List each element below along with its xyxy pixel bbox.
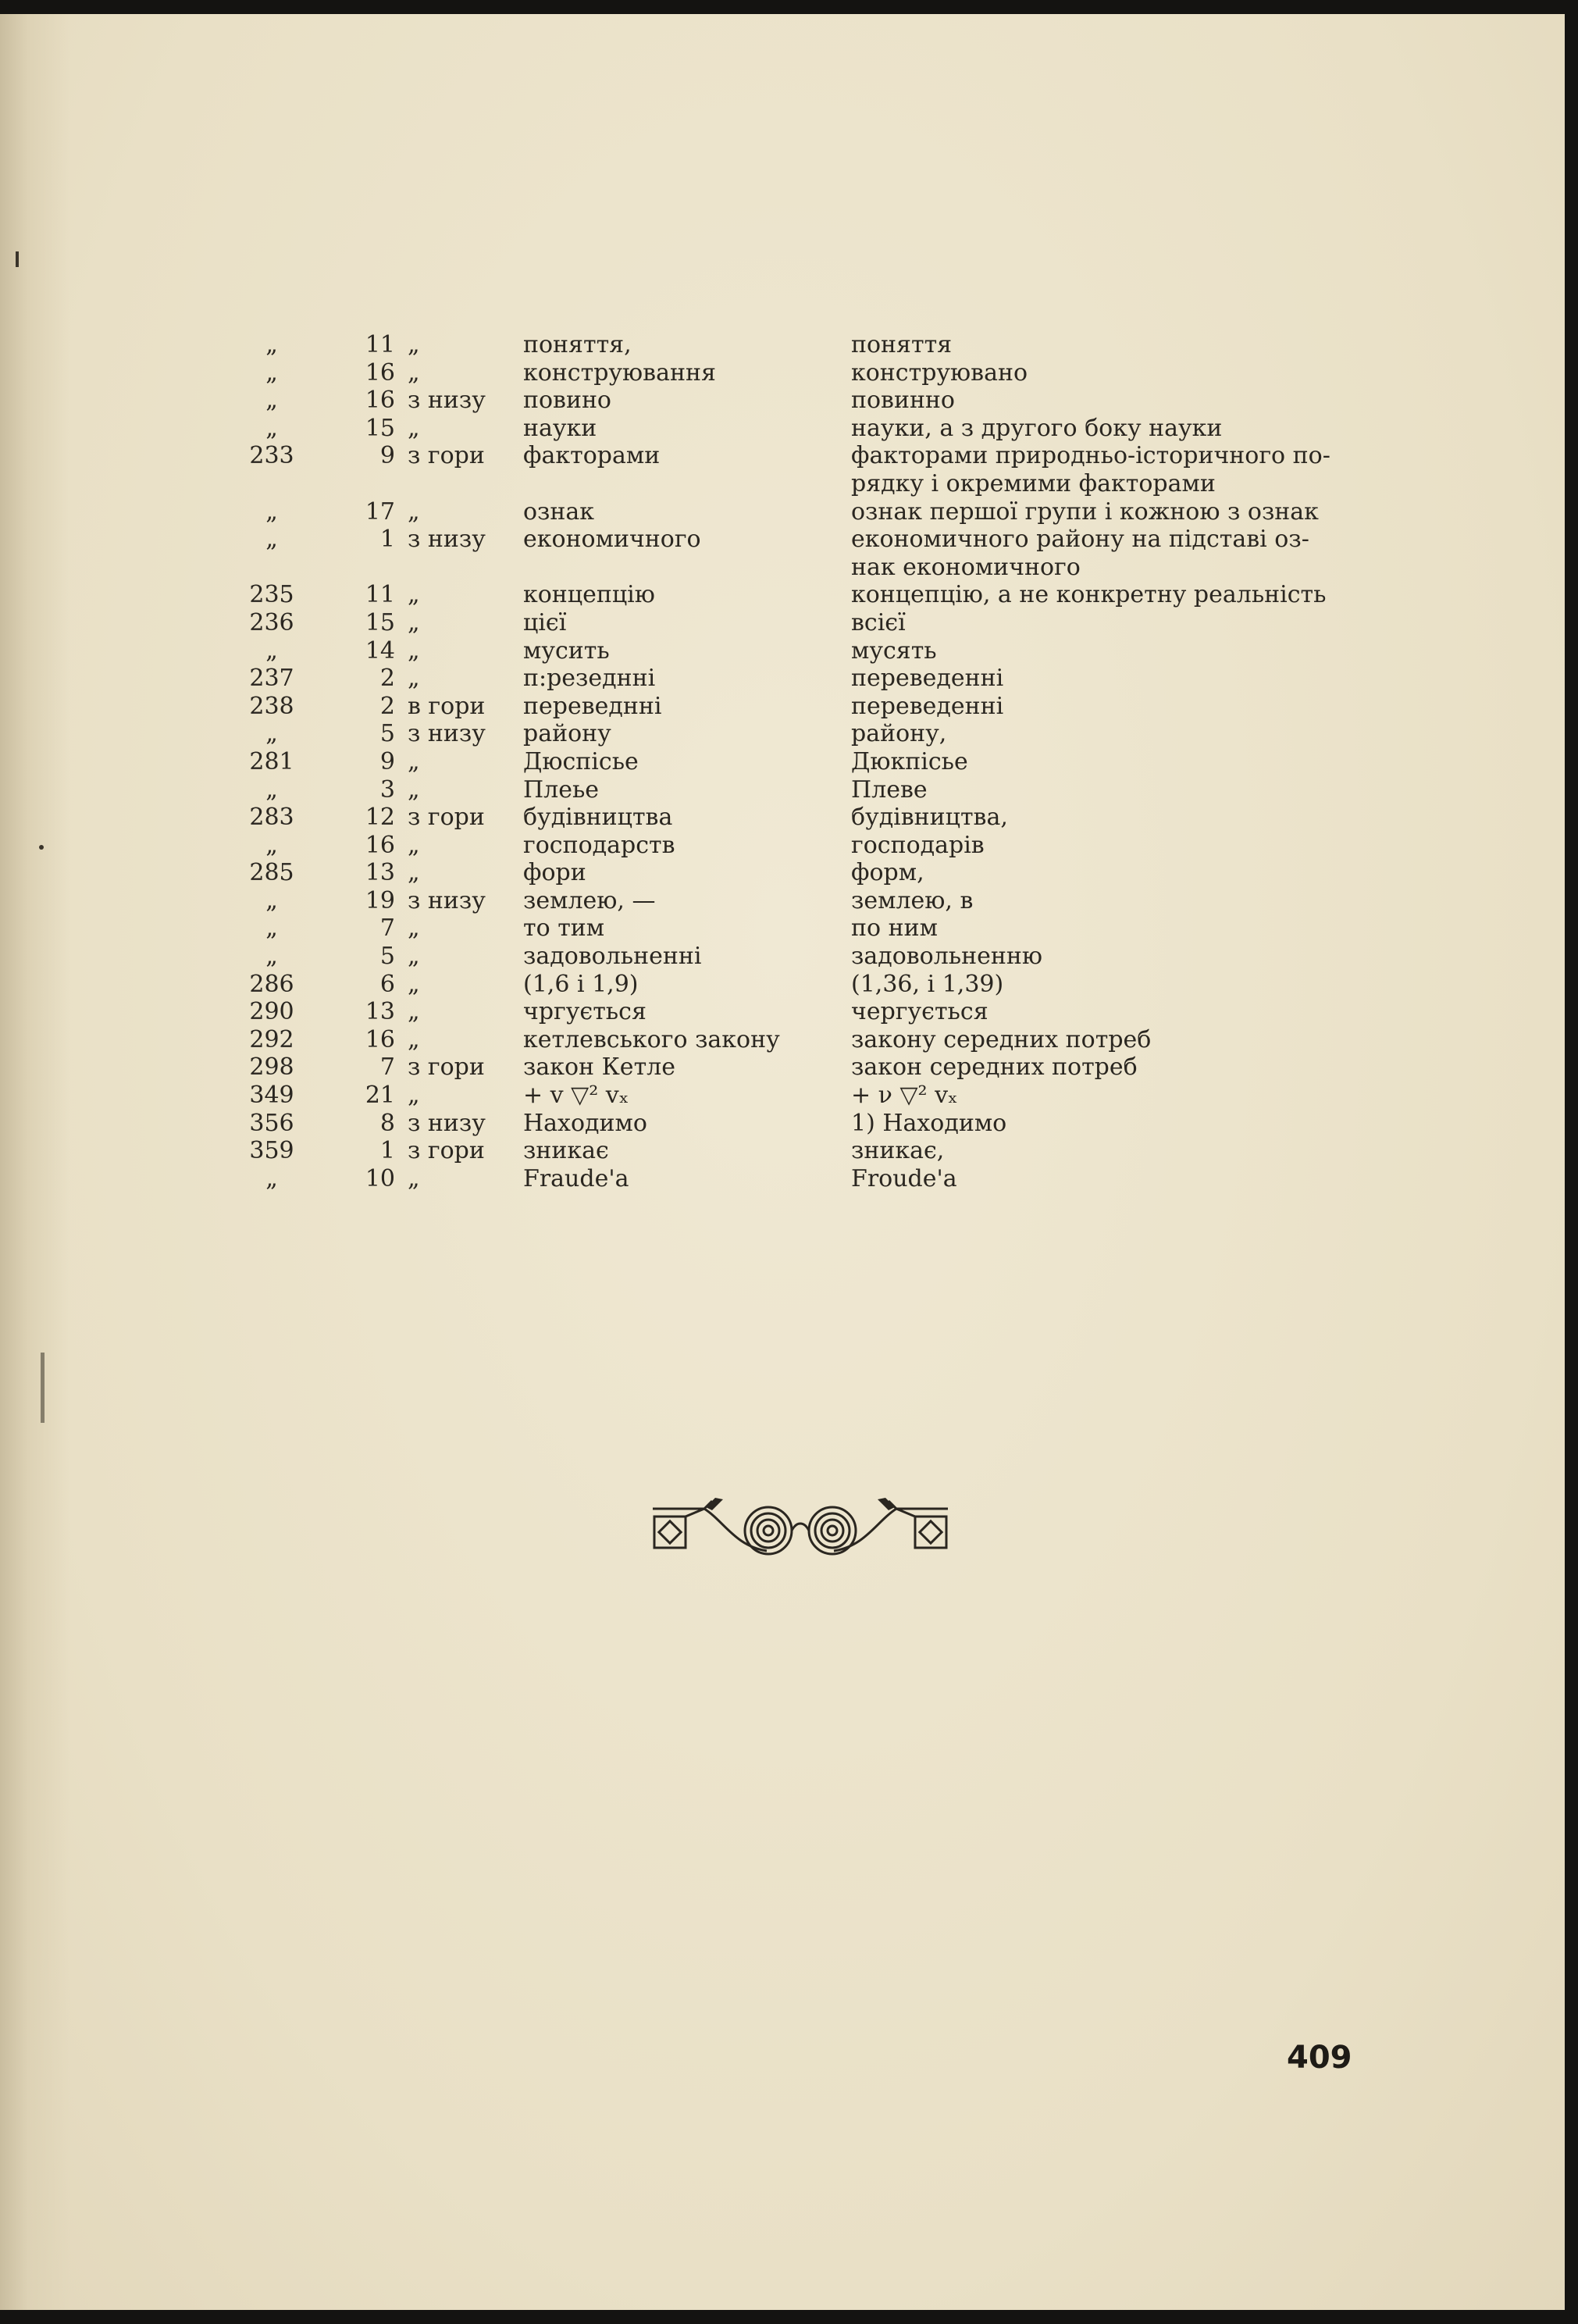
errata-correct-text: зникає, — [851, 1137, 945, 1165]
errata-correct-text: чергується — [851, 998, 988, 1026]
errata-wrong-text: Дюспісье — [523, 747, 639, 775]
page-number: 409 — [1287, 2040, 1352, 2076]
margin-mark — [39, 845, 44, 850]
errata-line: 16 — [365, 387, 395, 415]
errata-line: 1 — [379, 1137, 395, 1165]
errata-direction: „ — [408, 1164, 420, 1192]
errata-line — [309, 554, 403, 582]
errata-page: 349 — [249, 1082, 294, 1110]
errata-direction: з гори — [408, 442, 485, 470]
errata-direction — [403, 554, 509, 582]
errata-row — [234, 971, 1382, 999]
errata-page: „ — [265, 497, 278, 526]
errata-line: 15 — [365, 608, 395, 636]
errata-row — [234, 1026, 1382, 1054]
errata-wrong-text: Fraude'a — [523, 1164, 629, 1192]
errata-page: 356 — [249, 1109, 294, 1137]
errata-row — [234, 581, 1382, 609]
errata-wrong-text: зникає — [523, 1137, 609, 1165]
errata-page: 238 — [249, 692, 294, 720]
errata-direction: з низу — [408, 1109, 486, 1137]
errata-correct-text: концепцію, а не конкретну реальність — [851, 581, 1327, 609]
errata-wrong-text: економичного — [523, 526, 701, 554]
errata-direction: „ — [408, 998, 420, 1026]
errata-wrong-text: закон Кетле — [523, 1053, 675, 1082]
errata-row — [234, 693, 1382, 721]
errata-row — [234, 665, 1382, 693]
errata-correct-text: повинно — [851, 387, 955, 415]
errata-wrong-text: будівництва — [523, 804, 673, 832]
errata-row — [234, 526, 1382, 554]
errata-row — [234, 470, 1382, 498]
errata-correct-text: ознак першої групи і кожною з ознак — [851, 497, 1319, 526]
errata-wrong-text: району — [523, 720, 611, 748]
errata-line: 2 — [379, 665, 395, 693]
errata-correct-text: + ν ▽² vₓ — [851, 1082, 958, 1110]
errata-line: 12 — [365, 804, 395, 832]
errata-page: 281 — [249, 747, 294, 775]
errata-correct-text: Froude'a — [851, 1164, 957, 1192]
errata-wrong-text: + v ▽² vₓ — [523, 1082, 629, 1110]
margin-mark — [16, 251, 19, 267]
errata-page: 283 — [249, 804, 294, 832]
errata-row — [234, 776, 1382, 804]
errata-line: 15 — [365, 414, 395, 442]
errata-line: 6 — [379, 970, 395, 998]
errata-page: 237 — [249, 665, 294, 693]
errata-direction: „ — [408, 581, 420, 609]
errata-row — [234, 1082, 1382, 1110]
errata-direction: „ — [408, 497, 420, 526]
errata-wrong-text: поняття, — [523, 331, 632, 358]
errata-page: 359 — [249, 1137, 294, 1165]
errata-line: 5 — [379, 943, 395, 971]
errata-line: 17 — [365, 497, 395, 526]
errata-line: 5 — [379, 720, 395, 748]
errata-correct-text: поняття — [851, 331, 953, 358]
errata-correct-text: всієї — [851, 608, 906, 636]
errata-page — [234, 554, 309, 582]
errata-correct-text: конструювано — [851, 358, 1028, 387]
errata-wrong-text: цієї — [523, 608, 567, 636]
errata-page — [234, 470, 309, 498]
errata-correct-text: рядку і окремими факторами — [851, 469, 1216, 497]
errata-direction: „ — [408, 831, 420, 859]
errata-direction: „ — [408, 747, 420, 775]
errata-page: 285 — [249, 859, 294, 887]
errata-row — [234, 637, 1382, 665]
errata-direction: в гори — [408, 692, 486, 720]
errata-direction: „ — [408, 943, 420, 971]
errata-page: „ — [265, 414, 278, 442]
errata-row — [234, 943, 1382, 971]
errata-correct-text: задовольненню — [851, 943, 1042, 971]
errata-correct-text: Дюкпісье — [851, 747, 968, 775]
errata-row — [234, 998, 1382, 1026]
errata-row — [234, 1110, 1382, 1138]
errata-row — [234, 1137, 1382, 1165]
errata-correct-text: Плеве — [851, 775, 928, 804]
errata-direction: „ — [408, 775, 420, 804]
errata-correct-text: переведенні — [851, 692, 1004, 720]
errata-wrong-text: Находимо — [523, 1109, 647, 1137]
errata-direction: з гори — [408, 1137, 485, 1165]
errata-wrong-text — [509, 554, 851, 582]
errata-page: 292 — [249, 1025, 294, 1053]
errata-wrong-text: задовольненні — [523, 943, 702, 971]
errata-correct-text: району, — [851, 720, 947, 748]
errata-direction: „ — [408, 414, 420, 442]
errata-line: 11 — [365, 581, 395, 609]
errata-page: 235 — [249, 581, 294, 609]
errata-correct-text: 1) Находимо — [851, 1109, 1007, 1137]
errata-page: „ — [265, 775, 278, 804]
errata-row — [234, 554, 1382, 582]
errata-direction: з низу — [408, 886, 486, 914]
errata-table — [234, 331, 1382, 1192]
errata-page: 290 — [249, 998, 294, 1026]
errata-page: „ — [265, 331, 278, 358]
errata-page: 298 — [249, 1053, 294, 1082]
errata-wrong-text: переведнні — [523, 692, 662, 720]
errata-row — [234, 331, 1382, 359]
errata-line — [309, 470, 403, 498]
errata-page: 286 — [249, 970, 294, 998]
page-gutter-shadow — [0, 14, 70, 2310]
errata-wrong-text: кетлевського закону — [523, 1025, 780, 1053]
errata-row — [234, 1053, 1382, 1082]
errata-direction: „ — [408, 331, 420, 358]
errata-direction: з низу — [408, 720, 486, 748]
errata-wrong-text: фори — [523, 859, 586, 887]
errata-line: 2 — [379, 692, 395, 720]
errata-row — [234, 359, 1382, 387]
errata-row — [234, 609, 1382, 637]
errata-line: 16 — [365, 1025, 395, 1053]
errata-line: 21 — [365, 1082, 395, 1110]
errata-page: „ — [265, 358, 278, 387]
errata-correct-text: закону середних потреб — [851, 1025, 1152, 1053]
errata-table-body — [234, 331, 1382, 1192]
errata-wrong-text: ознак — [523, 497, 595, 526]
errata-line: 19 — [365, 886, 395, 914]
errata-row — [234, 498, 1382, 526]
errata-line: 9 — [379, 442, 395, 470]
errata-row — [234, 720, 1382, 748]
errata-row — [234, 1165, 1382, 1193]
errata-line: 8 — [379, 1109, 395, 1137]
errata-wrong-text: землею, — — [523, 886, 656, 914]
errata-correct-text: землею, в — [851, 886, 974, 914]
errata-correct-text: економичного району на підставі оз- — [851, 526, 1309, 554]
errata-page: „ — [265, 526, 278, 554]
errata-line: 14 — [365, 636, 395, 665]
errata-direction: з гори — [408, 804, 485, 832]
errata-direction: „ — [408, 970, 420, 998]
errata-page: „ — [265, 720, 278, 748]
errata-direction: „ — [408, 636, 420, 665]
errata-direction: „ — [408, 1025, 420, 1053]
errata-wrong-text: науки — [523, 414, 597, 442]
errata-wrong-text: чргується — [523, 998, 647, 1026]
errata-row — [234, 748, 1382, 776]
errata-direction: „ — [408, 859, 420, 887]
errata-direction: „ — [408, 914, 420, 943]
errata-line: 10 — [365, 1164, 395, 1192]
errata-page: „ — [265, 387, 278, 415]
errata-page: „ — [265, 636, 278, 665]
errata-wrong-text: повино — [523, 387, 611, 415]
errata-page: „ — [265, 1164, 278, 1192]
errata-wrong-text — [509, 470, 851, 498]
errata-page: „ — [265, 886, 278, 914]
errata-row — [234, 859, 1382, 887]
errata-wrong-text: концепцію — [523, 581, 655, 609]
errata-direction: „ — [408, 1082, 420, 1110]
errata-page: „ — [265, 831, 278, 859]
errata-wrong-text: то тим — [523, 914, 605, 943]
errata-correct-text: переведенні — [851, 665, 1004, 693]
errata-row — [234, 887, 1382, 915]
errata-line: 9 — [379, 747, 395, 775]
errata-wrong-text: господарств — [523, 831, 675, 859]
errata-correct-text: факторами природньо-історичного по- — [851, 442, 1330, 470]
errata-correct-text: закон середних потреб — [851, 1053, 1138, 1082]
errata-line: 13 — [365, 998, 395, 1026]
errata-correct-text: науки, а з другого боку науки — [851, 414, 1223, 442]
errata-direction: „ — [408, 358, 420, 387]
errata-correct-text: (1,36, і 1,39) — [851, 970, 1004, 998]
errata-direction: „ — [408, 665, 420, 693]
spiral-ornament-icon — [650, 1490, 951, 1563]
errata-wrong-text: п:резеднні — [523, 665, 656, 693]
errata-direction: з низу — [408, 526, 486, 554]
errata-line: 13 — [365, 859, 395, 887]
errata-correct-text: будівництва, — [851, 804, 1008, 832]
errata-correct-text: по ним — [851, 914, 938, 943]
errata-wrong-text: конструювання — [523, 358, 716, 387]
errata-line: 7 — [379, 914, 395, 943]
errata-line: 7 — [379, 1053, 395, 1082]
errata-wrong-text: (1,6 і 1,9) — [523, 970, 639, 998]
errata-correct-text: господарів — [851, 831, 985, 859]
errata-wrong-text: факторами — [523, 442, 661, 470]
errata-line: 16 — [365, 358, 395, 387]
errata-correct-text: мусять — [851, 636, 937, 665]
errata-line: 11 — [365, 331, 395, 358]
errata-direction: з гори — [408, 1053, 485, 1082]
errata-row — [234, 914, 1382, 943]
errata-row — [234, 832, 1382, 860]
errata-page: „ — [265, 943, 278, 971]
margin-mark — [41, 1353, 45, 1423]
errata-correct-text: форм, — [851, 859, 924, 887]
errata-direction: „ — [408, 608, 420, 636]
errata-page: „ — [265, 914, 278, 943]
errata-line: 16 — [365, 831, 395, 859]
errata-correct-text: нак економичного — [851, 553, 1081, 581]
errata-wrong-text: мусить — [523, 636, 610, 665]
errata-row — [234, 415, 1382, 443]
errata-row — [234, 804, 1382, 832]
errata-line: 3 — [379, 775, 395, 804]
errata-page: 233 — [249, 442, 294, 470]
errata-direction: з низу — [408, 387, 486, 415]
errata-line: 1 — [379, 526, 395, 554]
errata-page: 236 — [249, 608, 294, 636]
errata-row — [234, 387, 1382, 415]
errata-wrong-text: Плеье — [523, 775, 600, 804]
errata-row — [234, 442, 1382, 470]
errata-direction — [403, 470, 509, 498]
